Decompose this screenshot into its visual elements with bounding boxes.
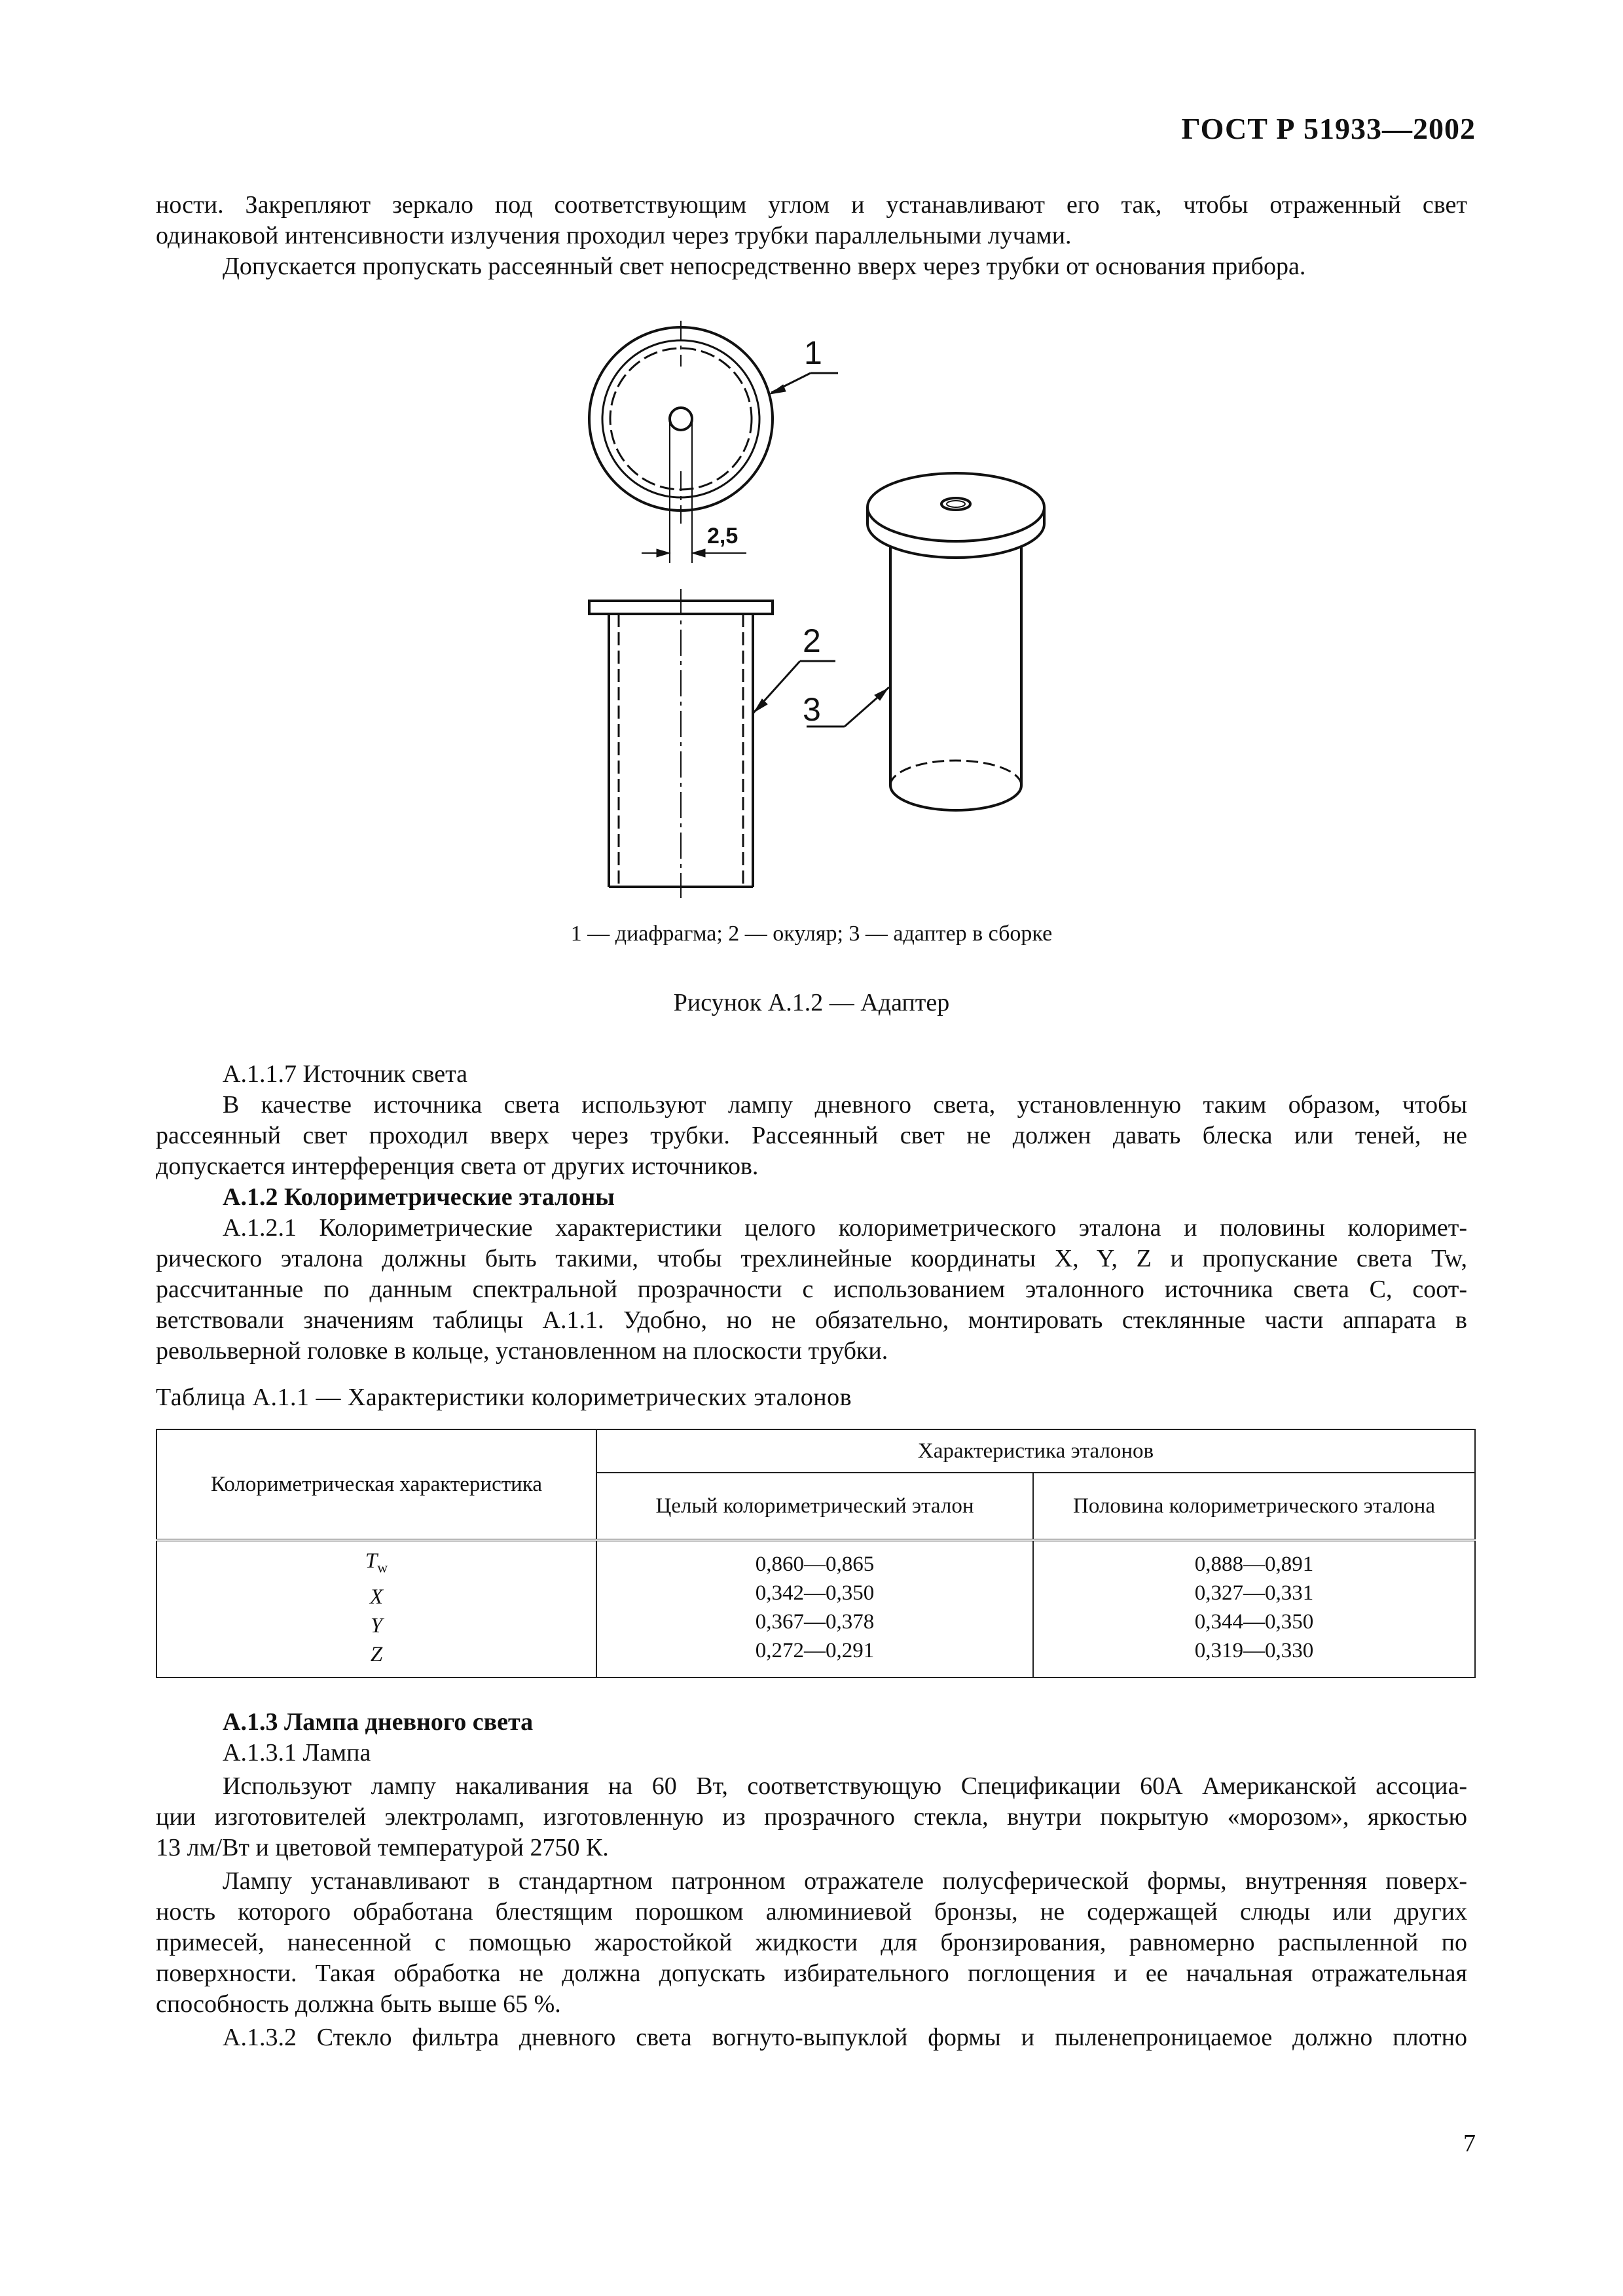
adapter-figure	[0, 0, 1623, 916]
paragraph-line: В качестве источника света используют лампу дневного света, установленную таким образом, чтобы	[223, 1091, 1467, 1119]
paragraph-line: рического эталона должны быть такими, чтобы трехлинейные координаты X, Y, Z и пропускание света Tw,	[156, 1245, 1467, 1272]
paragraph-line: ции изготовителей электроламп, изготовленную из прозрачного стекла, внутри покрытую «морозом», яркостью	[156, 1803, 1467, 1831]
table-title: Таблица А.1.1 — Характеристики колориметрических эталонов	[156, 1384, 852, 1411]
eyepiece-drawing	[589, 589, 835, 898]
table-cell-value: 0,327—0,331	[1194, 1581, 1314, 1605]
table-cell-name: $T_w$	[365, 1549, 388, 1576]
table-header-whole: Целый колориметрический эталон	[596, 1473, 1033, 1540]
table-cell-value: 0,367—0,378	[755, 1610, 875, 1634]
table-cell-value: 0,319—0,330	[1194, 1639, 1314, 1663]
section-heading: А.1.2 Колориметрические эталоны	[223, 1183, 615, 1211]
table-header-group: Характеристика эталонов	[596, 1429, 1475, 1473]
paragraph-line: поверхности. Такая обработка не должна допускать избирательного поглощения и ее начальная отражательная	[156, 1960, 1467, 1987]
figure-title: Рисунок А.1.2 — Адаптер	[673, 989, 950, 1016]
table-cell-value: 0,342—0,350	[755, 1581, 875, 1605]
paragraph-line: рассеянный свет проходил вверх через трубки. Рассеянный свет не должен давать блеска или теней, не	[156, 1122, 1467, 1149]
table-cell-value: 0,344—0,350	[1194, 1610, 1314, 1634]
characteristics-table	[156, 1429, 1476, 1678]
paragraph-line: Используют лампу накаливания на 60 Вт, соответствующую Спецификации 60А Американской ассоциа-	[223, 1772, 1467, 1800]
paragraph-line: А.1.3.2 Стекло фильтра дневного света вогнуто-выпуклой формы и пыленепроницаемое должно плотно	[223, 2024, 1467, 2051]
adapter-3d-drawing	[807, 473, 1044, 810]
figure-caption: 1 — диафрагма; 2 — окуляр; 3 — адаптер в сборке	[570, 922, 1053, 946]
table-header-half: Половина колориметрического эталона	[1033, 1473, 1475, 1540]
section-heading: А.1.3.1 Лампа	[223, 1739, 371, 1767]
paragraph-line: примесей, нанесенной с помощью жаростойкой жидкости для бронзирования, равномерно распыленной по	[156, 1929, 1467, 1956]
paragraph-line: ности. Закрепляют зеркало под соответствующим углом и устанавливают его так, чтобы отраженный свет	[156, 191, 1467, 219]
table-cell-name: Z	[370, 1642, 383, 1666]
paragraph-line: рассчитанные по данным спектральной прозрачности с использованием эталонного источника света C, соот-	[156, 1276, 1467, 1303]
table-cell-names	[156, 1540, 596, 1677]
document-header: ГОСТ Р 51933—2002	[1181, 112, 1476, 145]
table-header-characteristic: Колориметрическая характеристика	[156, 1429, 596, 1540]
figure-label-3: 3	[803, 691, 821, 728]
table-cell-value: 0,272—0,291	[755, 1639, 875, 1663]
figure-label-2: 2	[803, 622, 821, 659]
dimension-label: 2,5	[707, 524, 739, 548]
page-number: 7	[1463, 2130, 1476, 2157]
paragraph-line: Лампу устанавливают в стандартном патронном отражателе полусферической формы, внутренняя поверх-	[223, 1867, 1467, 1895]
paragraph-line: допускается интерференция света от других источников.	[156, 1153, 759, 1180]
paragraph-line: револьверной головке в кольце, установленном на плоскости трубки.	[156, 1337, 888, 1365]
paragraph-line: Допускается пропускать рассеянный свет непосредственно вверх через трубки от основания прибора.	[223, 253, 1306, 280]
paragraph-line: одинаковой интенсивности излучения проходил через трубки параллельными лучами.	[156, 222, 1072, 249]
section-heading: А.1.3 Лампа дневного света	[223, 1708, 534, 1736]
table-cell-half-values	[1033, 1540, 1475, 1677]
paragraph-line: способность должна быть выше 65 %.	[156, 1990, 561, 2018]
paragraph-line: ность которого обработана блестящим порошком алюминиевой бронзы, не содержащей слюды или других	[156, 1898, 1467, 1926]
table-cell-name: Y	[370, 1613, 383, 1638]
paragraph-line: 13 лм/Вт и цветовой температурой 2750 К.	[156, 1834, 609, 1861]
table-cell-value: 0,888—0,891	[1194, 1552, 1314, 1577]
paragraph-line: ветствовали значениям таблицы А.1.1. Удобно, но не обязательно, монтировать стеклянные части аппарата в	[156, 1306, 1467, 1334]
table-cell-value: 0,860—0,865	[755, 1552, 875, 1577]
paragraph-line: А.1.2.1 Колориметрические характеристики целого колориметрического эталона и половины колоримет-	[223, 1214, 1467, 1242]
table-cell-name: X	[369, 1585, 384, 1609]
table-cell-whole-values	[596, 1540, 1033, 1677]
figure-label-1: 1	[804, 334, 822, 371]
section-heading: А.1.1.7 Источник света	[223, 1060, 468, 1088]
